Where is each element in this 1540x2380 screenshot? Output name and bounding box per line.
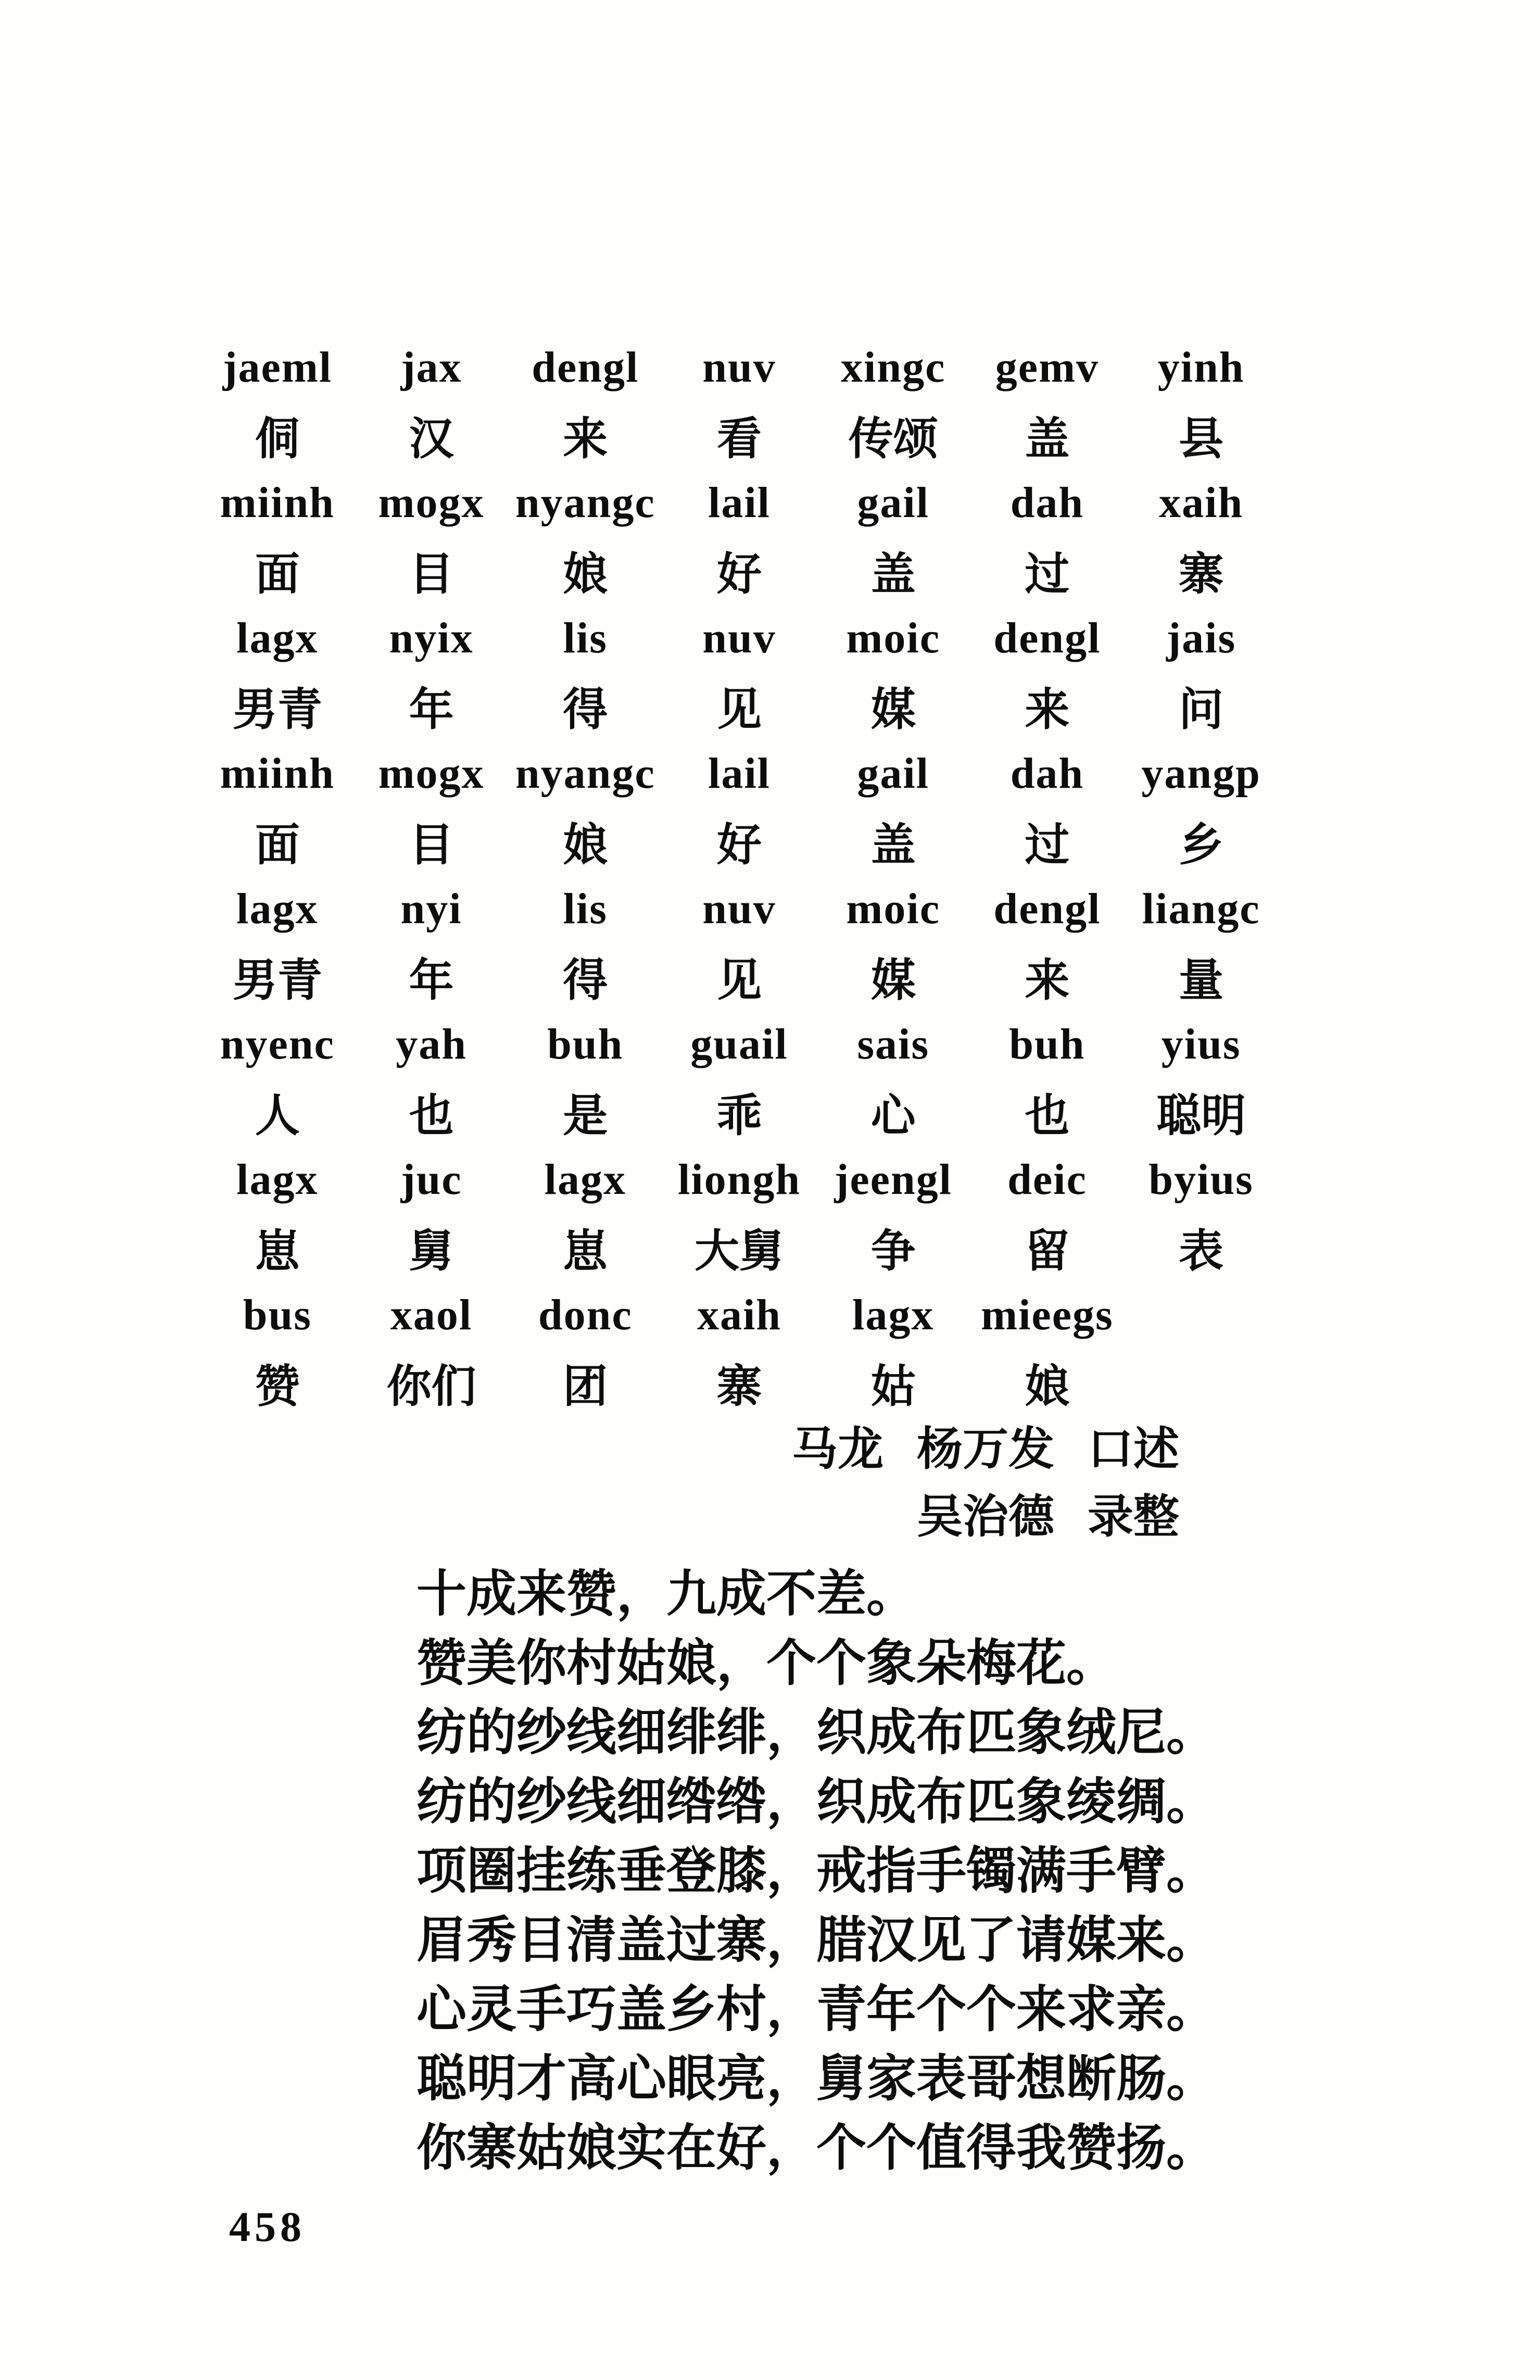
gloss-word: 好	[716, 820, 762, 870]
latin-word: nyangc	[515, 478, 655, 527]
gloss-word: 姑	[870, 1362, 916, 1412]
latin-word: lail	[708, 749, 771, 798]
latin-word: moic	[846, 884, 940, 933]
gloss-word: 乡	[1179, 820, 1224, 870]
gloss-word: 见	[716, 955, 762, 1005]
gloss-word: 量	[1179, 955, 1224, 1005]
latin-word: yius	[1161, 1019, 1241, 1068]
gloss-word: 媒	[870, 955, 916, 1005]
latin-word: nuv	[702, 343, 776, 392]
poem-line: 项圈挂练垂登膝，戒指手镯满手臂。	[416, 1843, 1216, 1899]
latin-word: mogx	[378, 749, 485, 798]
latin-word: jeengl	[834, 1155, 952, 1204]
gloss-word: 心	[870, 1091, 916, 1141]
gloss-word: 男青	[232, 685, 322, 735]
latin-word: gail	[857, 749, 930, 798]
latin-line	[200, 1145, 1278, 1213]
latin-word: xingc	[841, 343, 946, 392]
gloss-word: 面	[255, 820, 300, 870]
gloss-word: 来	[1025, 955, 1070, 1005]
poem-line: 眉秀目清盖过寨，腊汉见了请媒来。	[416, 1912, 1216, 1968]
latin-word: sais	[857, 1019, 930, 1068]
latin-word: juc	[400, 1155, 462, 1204]
gloss-word: 汉	[409, 414, 454, 464]
latin-word: xaih	[697, 1290, 782, 1339]
gloss-word: 面	[255, 549, 300, 599]
gloss-word: 大舅	[694, 1226, 784, 1276]
gloss-word: 争	[870, 1226, 916, 1276]
gloss-word: 盖	[870, 820, 916, 870]
latin-word: guail	[690, 1019, 788, 1068]
gloss-word: 也	[409, 1091, 454, 1141]
gloss-word: 传颂	[848, 414, 938, 464]
latin-word: liangc	[1142, 884, 1260, 933]
latin-word: dengl	[993, 613, 1101, 662]
gloss-word: 寨	[716, 1362, 762, 1412]
page-number: 458	[229, 2203, 306, 2250]
poem-line: 赞美你村姑娘，个个象朵梅花。	[416, 1635, 1116, 1691]
gloss-line	[200, 807, 1278, 875]
latin-word: yah	[396, 1019, 467, 1068]
latin-word: miinh	[220, 749, 335, 798]
latin-line	[200, 1010, 1278, 1078]
poem-line: 聪明才高心眼亮，舅家表哥想断肠。	[416, 2051, 1216, 2107]
gloss-word: 得	[563, 685, 608, 735]
gloss-word: 问	[1179, 685, 1224, 735]
gloss-word: 盖	[1025, 414, 1070, 464]
poem-line: 纺的纱线细绯绯，织成布匹象绒尼。	[416, 1705, 1216, 1760]
gloss-word: 看	[716, 414, 762, 464]
gloss-word: 崽	[255, 1226, 300, 1276]
latin-line	[200, 739, 1278, 807]
latin-word: bus	[243, 1290, 312, 1339]
latin-word: lagx	[544, 1155, 626, 1204]
gloss-line	[200, 1349, 1278, 1416]
latin-word: donc	[538, 1290, 633, 1339]
gloss-word: 盖	[870, 549, 916, 599]
latin-word: dengl	[532, 343, 639, 392]
poem-line: 你寨姑娘实在好，个个值得我赞扬。	[416, 2120, 1216, 2176]
gloss-word: 崽	[563, 1226, 608, 1276]
interlinear-song-block	[200, 333, 1278, 1552]
gloss-word: 赞	[255, 1362, 300, 1412]
gloss-line	[200, 672, 1278, 739]
gloss-word: 得	[563, 955, 608, 1005]
latin-word: yinh	[1157, 343, 1245, 392]
latin-word: deic	[1007, 1155, 1087, 1204]
latin-word: nyix	[389, 613, 474, 662]
gloss-word: 侗	[255, 414, 300, 464]
gloss-word: 乖	[716, 1091, 762, 1141]
gloss-word: 目	[409, 820, 454, 870]
latin-word: nyi	[400, 884, 462, 933]
gloss-line	[200, 1213, 1278, 1281]
gloss-word: 男青	[232, 955, 322, 1005]
latin-word: dah	[1010, 478, 1084, 527]
latin-word: nyangc	[515, 749, 655, 798]
gloss-line	[200, 942, 1278, 1010]
latin-word: jax	[400, 343, 462, 392]
latin-word: nuv	[702, 884, 776, 933]
latin-line	[200, 875, 1278, 942]
latin-word: mogx	[378, 478, 485, 527]
latin-word: lis	[563, 884, 608, 933]
latin-word: lagx	[236, 613, 319, 662]
latin-line	[200, 604, 1278, 672]
latin-word: dah	[1010, 749, 1084, 798]
gloss-word: 娘	[563, 820, 608, 870]
gloss-word: 聪明	[1156, 1091, 1246, 1141]
latin-word: buh	[1009, 1019, 1085, 1068]
latin-word: byius	[1148, 1155, 1254, 1204]
gloss-word: 来	[563, 414, 608, 464]
gloss-word: 目	[409, 549, 454, 599]
gloss-word: 寨	[1179, 549, 1224, 599]
gloss-word: 团	[563, 1362, 608, 1412]
gloss-word: 娘	[563, 549, 608, 599]
gloss-word: 是	[563, 1091, 608, 1141]
translation-poem	[416, 1559, 1216, 2183]
gloss-line	[200, 401, 1278, 469]
latin-word: gemv	[995, 343, 1100, 392]
latin-word: yangp	[1141, 749, 1261, 798]
latin-word: gail	[857, 478, 930, 527]
gloss-word: 也	[1025, 1091, 1070, 1141]
latin-word: lagx	[852, 1290, 935, 1339]
poem-line: 十成来赞，九成不差。	[416, 1566, 916, 1622]
latin-word: buh	[547, 1019, 624, 1068]
gloss-word: 年	[409, 955, 454, 1005]
gloss-word: 表	[1179, 1226, 1224, 1276]
gloss-word: 媒	[870, 685, 916, 735]
gloss-word: 舅	[409, 1226, 454, 1276]
latin-word: nuv	[702, 613, 776, 662]
latin-word: nyenc	[220, 1019, 335, 1068]
attribution-recorder: 吴治德 录整	[916, 1492, 1179, 1543]
latin-word: lagx	[236, 884, 319, 933]
latin-word: liongh	[677, 1155, 801, 1204]
gloss-word: 你们	[386, 1362, 476, 1412]
gloss-line	[200, 536, 1278, 604]
gloss-word: 过	[1025, 549, 1070, 599]
latin-word: xaih	[1159, 478, 1244, 527]
poem-line: 纺的纱线细绺绺，织成布匹象绫绸。	[416, 1774, 1216, 1830]
attribution-narrator: 马龙 杨万发 口述	[791, 1425, 1179, 1475]
gloss-word: 年	[409, 685, 454, 735]
latin-line	[200, 469, 1278, 536]
gloss-word: 县	[1179, 414, 1224, 464]
gloss-word: 留	[1025, 1226, 1070, 1276]
latin-word: lis	[563, 613, 608, 662]
latin-word: dengl	[993, 884, 1101, 933]
gloss-word: 好	[716, 549, 762, 599]
latin-word: moic	[846, 613, 940, 662]
gloss-line	[200, 1078, 1278, 1145]
latin-word: jais	[1166, 613, 1236, 662]
latin-word: miinh	[220, 478, 335, 527]
latin-word: xaol	[390, 1290, 473, 1339]
latin-word: jaeml	[222, 343, 333, 392]
latin-line	[200, 333, 1278, 401]
poem-line: 心灵手巧盖乡村，青年个个来求亲。	[416, 1982, 1216, 2037]
gloss-word: 娘	[1025, 1362, 1070, 1412]
latin-word: lagx	[236, 1155, 319, 1204]
latin-word: mieegs	[981, 1290, 1114, 1339]
gloss-word: 过	[1025, 820, 1070, 870]
latin-line	[200, 1281, 1278, 1349]
gloss-word: 见	[716, 685, 762, 735]
latin-word: lail	[708, 478, 771, 527]
gloss-word: 来	[1025, 685, 1070, 735]
gloss-word: 人	[255, 1091, 300, 1141]
